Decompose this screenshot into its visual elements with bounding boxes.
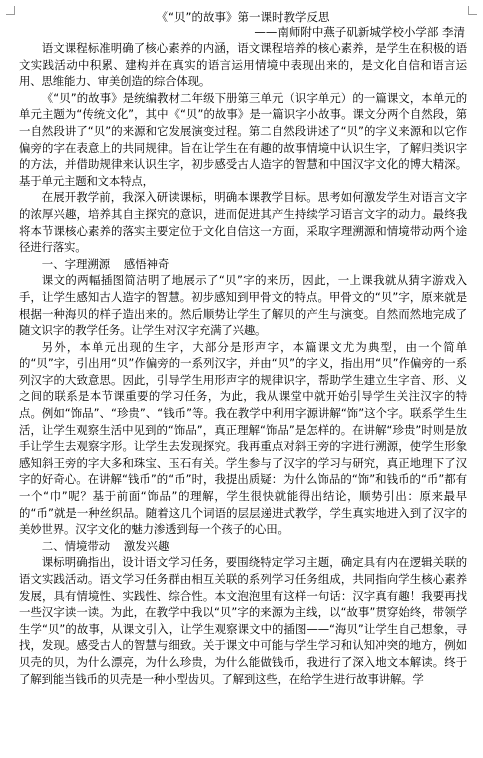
section-1-paragraph-1: 课文的两幅插图简洁明了地展示了“贝”字的来历，因此，一上课我就从猜字游戏入手，让学生感知古人造字的智慧。初步感知到甲骨文的特点。甲骨文的“贝”字，原来就是根据一种海贝的样子造出来的。然后顺势让学生了解贝的产生与演变。自然而然地完成了随文识字的教学任务。让学生对汉字充满了兴趣。	[19, 273, 467, 338]
section-1-heading-label: 一、字理溯源	[41, 256, 111, 271]
page-corner-mark-top-left	[6, 6, 15, 15]
intro-paragraph-2: 《“贝”的故事》是统编教材二年级下册第三单元（识字单元）的一篇课文，本单元的单元主题为“传统文化”，其中《“贝”的故事》是一篇识字小故事。课文分两个自然段，第一自然段讲了“贝”的来源和它发展演变过程。第二自然段讲述了“贝”的字义来源和以它作偏旁的字在表意上的共同规律。旨在让学生在有趣的故事情境中认识生字，了解归类识字的方法，并借助规律来认识生字，初步感受古人造字的智慧和中国汉字文化的博大精深。基于单元主题和文本特点，	[19, 90, 467, 188]
intro-paragraph-1: 语文课程标准明确了核心素养的内涵，语文课程培养的核心素养，是学生在积极的语文实践活动中积累、建构并在真实的语言运用情境中表现出来的，是文化自信和语言运用、思维能力、审美创造的综合体现。	[19, 41, 467, 89]
section-2-subheading: 激发兴趣	[123, 538, 170, 553]
document-body	[19, 10, 467, 687]
document-title: 《“贝”的故事》第一课时教学反思	[156, 10, 330, 24]
section-2-heading-label: 二、情境带动	[41, 538, 111, 553]
section-2-heading	[19, 538, 467, 555]
section-1-paragraph-2: 另外，本单元出现的生字，大部分是形声字，本篇课文尤为典型，由一个简单的“贝”字，引出用“贝”作偏旁的一系列汉字，并由“贝”的字义，指出用“贝”作偏旁的一系列汉字的大致意思。因此，引导学生用形声字的规律识字，帮助学生建立生字音、形、义之间的联系是本节课重要的学习任务，为此，我从课堂中就开始引导学生关注汉字的特点。例如“饰品”、“珍贵”、“钱币”等。我在教学中利用字源讲解“饰”这个字。联系学生生活，让学生观察生活中见到的“饰品”，真正理解“饰品”是怎样的。在讲解“珍贵”时则是放手让学生去观察字形。让学生去发现探究。我再重点对斜王旁的字进行溯源，使学生形象感知斜王旁的字大多和珠宝、玉石有关。学生参与了汉字的学习与研究，真正地理下了汉字的好奇心。在讲解“钱币”的“币”时，我提出质疑：为什么饰品的“饰”和钱币的“币”都有一个“巾”呢？基于前面“饰品”的理解，学生很快就能得出结论，顺势引出：原来最早的“币”就是一种丝织品。随着这几个词语的层层递进式教学，学生真实地进入到了汉字的美妙世界。汉字文化的魅力渗透到每一个孩子的心田。	[19, 339, 467, 537]
section-1-heading	[19, 256, 467, 273]
section-2-paragraph-1: 课标明确指出，设计语文学习任务，要围绕特定学习主题，确定具有内在逻辑关联的语文实践活动。语文学习任务群由相互关联的系列学习任务组成，共同指向学生核心素养发展，具有情境性、实践性、综合性。本文泡泡里有这样一句话：汉字真有趣！我要再找一些汉字读一读。为此，在教学中我以“贝”字的来源为主线，以“故事”贯穿始终，带领学生学“贝”的故事，从课文引入，让学生观察课文中的插图——“海贝”让学生自己想象，寻找，发现。感受古人的智慧与细致。关于课文中可能与学生学习和认知冲突的地方，例如贝壳的贝，为什么漂亮，为什么珍贵，为什么能做钱币，我进行了深入地文本解读。终于了解到能当钱币的贝壳是一种小型齿贝。了解到这些，在给学生进行故事讲解。学	[19, 555, 467, 686]
section-1-subheading: 感悟神奇	[123, 256, 170, 271]
page-corner-mark-top-right	[468, 6, 477, 15]
document-byline: ——南师附中燕子矶新城学校小学部 李清	[254, 25, 465, 39]
intro-paragraph-3: 在展开教学前，我深入研读课标，明确本课教学目标。思考如何激发学生对语言文字的浓厚兴趣，培养其自主探究的意识，进而促进其产生持续学习语言文字的动力。最终我将本节课核心素养的落实主要定位于文化自信这一方面，采取字理溯源和情境带动两个途径进行落实。	[19, 190, 467, 255]
